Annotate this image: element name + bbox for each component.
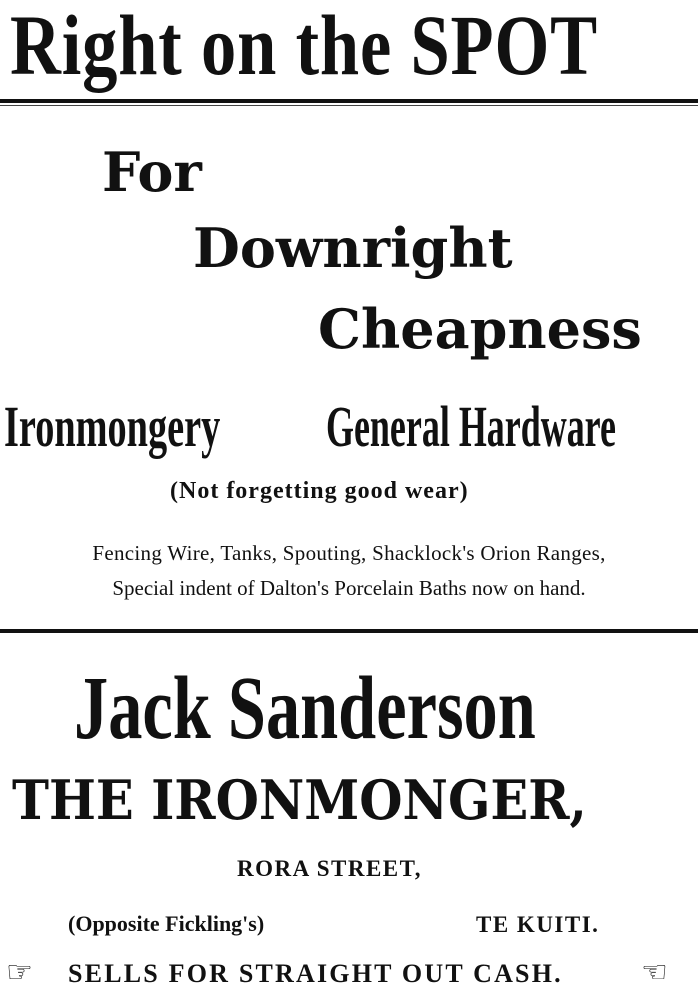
category-general-hardware: General Hardware	[326, 394, 616, 459]
category-ironmongery: Ironmongery	[4, 394, 221, 459]
note: (Not forgetting good wear)	[170, 478, 469, 504]
merchant-trade: THE IRONMONGER,	[12, 768, 587, 832]
pointing-hand-left-icon: ☜	[641, 955, 668, 990]
divider-top-thin	[0, 105, 698, 106]
merchant-landmark: (Opposite Fickling's)	[68, 911, 265, 936]
tagline-downright: Downright	[193, 216, 513, 280]
merchant-street: RORA STREET,	[237, 856, 423, 881]
headline: Right on the SPOT	[10, 0, 598, 93]
merchant-town: TE KUITI.	[476, 912, 600, 937]
merchant-name: Jack Sanderson	[74, 659, 536, 758]
tagline-for: For	[102, 140, 202, 204]
terms: SELLS FOR STRAIGHT OUT CASH.	[68, 959, 563, 988]
stock-line-1: Fencing Wire, Tanks, Spouting, Shacklock's Orion Ranges,	[92, 541, 606, 565]
pointing-hand-right-icon: ☞	[6, 955, 33, 990]
tagline-cheapness: Cheapness	[318, 297, 642, 361]
divider-middle	[0, 629, 698, 633]
divider-top	[0, 99, 698, 103]
stock-line-2: Special indent of Dalton's Porcelain Baths now on hand.	[112, 576, 586, 600]
